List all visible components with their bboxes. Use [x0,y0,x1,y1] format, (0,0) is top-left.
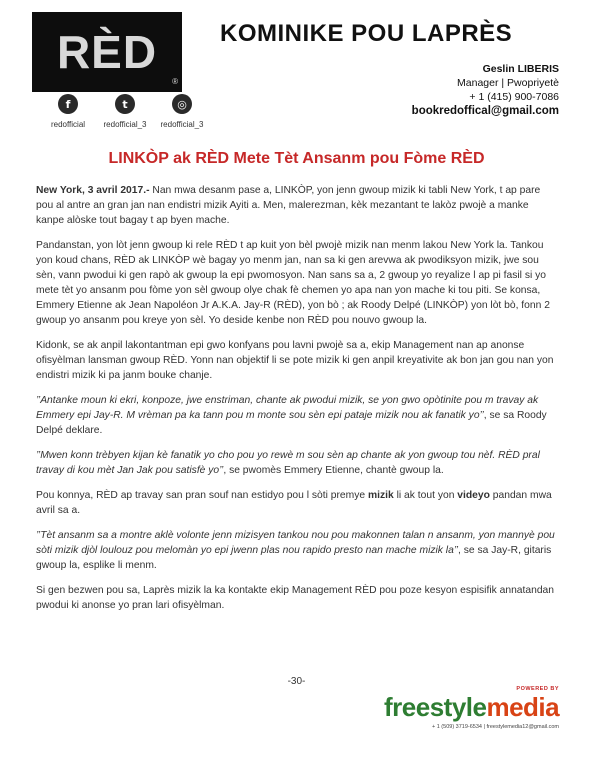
contact-block [412,62,559,118]
quote-attribution: , se sa Roody Delpé deklare. [36,410,547,436]
facebook-icon: f [58,94,78,114]
paragraph-text: pandan mwa avril sa a. [36,490,552,516]
document-title: KOMINIKE POU LAPRÈS [220,20,513,47]
paragraph-text: Nan mwa desanm pase a, LINKÒP, yon jenn gwoup mizik ki tabli New York, t ap pare pou al antre an gran jan nan endistri mizik Ayiti a. Men, malerezman, kèk mezantant te lakòz pwojè a manke kanpe alòske tout bagay t ap byen mache. [36,185,541,226]
dateline: New York, 3 avril 2017.- [36,185,150,196]
page-number: -30- [287,676,306,687]
twitter-icon: t [115,94,135,114]
quote-paragraph [36,393,557,438]
contact-phone: + 1 (415) 900-7086 [469,91,559,103]
quote-paragraph [36,528,557,573]
social-facebook[interactable] [40,94,96,129]
logo-text: RÈD [56,26,158,78]
powered-by-label: POWERED BY [516,686,559,692]
paragraph-text: li ak tout yon [393,490,458,501]
quote: ’’Tèt ansanm sa a montre aklè volonte jenn mizisyen tankou nou pou makonnen talan n ansanm, yon mannyè pou sòti mizik djòl loulouz pou melomàn yo epi jwenn plas nou rapido presto nan mache mizik la’’ [36,530,555,556]
paragraph [36,488,557,518]
red-logo [32,12,182,92]
contact-email[interactable]: bookredoffical@gmail.com [411,105,559,117]
social-handle: redofficial_3 [103,120,147,129]
social-handle: redofficial [50,120,86,129]
emphasis: videyo [457,490,490,501]
contact-name: Geslin LIBERIS [482,63,559,75]
social-instagram[interactable] [154,94,210,129]
brand-name-part2: media [486,692,560,722]
freestylemedia-logo [384,686,559,730]
paragraph: Pandanstan, yon lòt jenn gwoup ki rele RÈD t ap kuit yon bèl pwojè mizik nan menm lakou New York la. Tankou yon koud chans, RÈD ak LINKÒP wè bagay yo menm jan, nan sa ki gen arevwa ak pwodiksyon mizik, jwe sou sèn, vann pwodui ki gen rapò ak gwoup la epi pwomosyon. Nan sans sa a, 2 gwoup yo reyalize l ap pi fasil si yo mete tèt yo ansanm pou fòme yon sèl gwoup olye chak fè chemen yo apa nan yon mache ki tou piti. Se konsa, Emmery Etienne ak Jean Napoléon Jr A.K.A. Jay-R (RÈD), yon bò ; ak Roody Delpé (LINKÒP) yon lòt bò, fonn 2 gwoup yo ansanm pou kreye yon sèl. Yo deside kenbe non RÈD pou nouvo gwoup la. [36,240,550,326]
brand-name [384,692,559,722]
instagram-icon: ◎ [172,94,192,114]
brand-name-part1: freestyle [384,692,487,722]
social-handle: redofficial_3 [160,120,204,129]
paragraph [36,183,557,228]
quote: ’’Mwen konn trèbyen kijan kè fanatik yo cho pou yo rewè m sou sèn ap chante ak yon gwoup tou nèf. RÈD pral travay di kou mèt Jan Jak pou satisfè yo’’ [36,450,540,476]
social-links [40,94,210,129]
brand-contact: + 1 (509) 3719-6534 | freestylemedia12@gmail.com [431,724,559,730]
social-twitter[interactable] [97,94,153,129]
quote-attribution: , se sa Jay-R, gitaris gwoup la, esplike li menm. [36,545,552,571]
quote-paragraph [36,448,557,478]
press-release-body [36,183,557,623]
contact-role: Manager | Pwopriyetè [457,77,559,89]
paragraph: Kidonk, se ak anpil lakontantman epi gwo konfyans pou lavni pwojè sa a, ekip Management nan ap anonse ofisyèlman lansman gwoup RÈD. Yonn nan objektif li se pote mizik ki gen anpil kreyativite ak bon jan gou nan yon endistri mizik ki pa janm bouke chanje. [36,340,554,381]
headline: LINKÒP ak RÈD Mete Tèt Ansanm pou Fòme RÈD [108,150,485,167]
registered-mark: ® [172,77,178,86]
quote-attribution: , se pwomès Emmery Etienne, chantè gwoup la. [223,465,444,476]
paragraph-text: Pou konnya, RÈD ap travay san pran souf nan estidyo pou l sòti premye [36,490,368,501]
quote: ’’Antanke moun ki ekri, konpoze, jwe enstriman, chante ak pwodui mizik, se yon gwo opòtinite pou m travay ak Emmery epi Jay-R. M vrèman pa ka tann pou m monte sou sèn epi pataje mizik nou ak fanatik yo’’ [36,395,539,421]
emphasis: mizik [367,490,394,501]
paragraph: Si gen bezwen pou sa, Laprès mizik la ka kontakte ekip Management RÈD pou poze kesyon espisifik annatandan pwodui ki anonse yo pran lari ofisyèlman. [36,585,555,611]
